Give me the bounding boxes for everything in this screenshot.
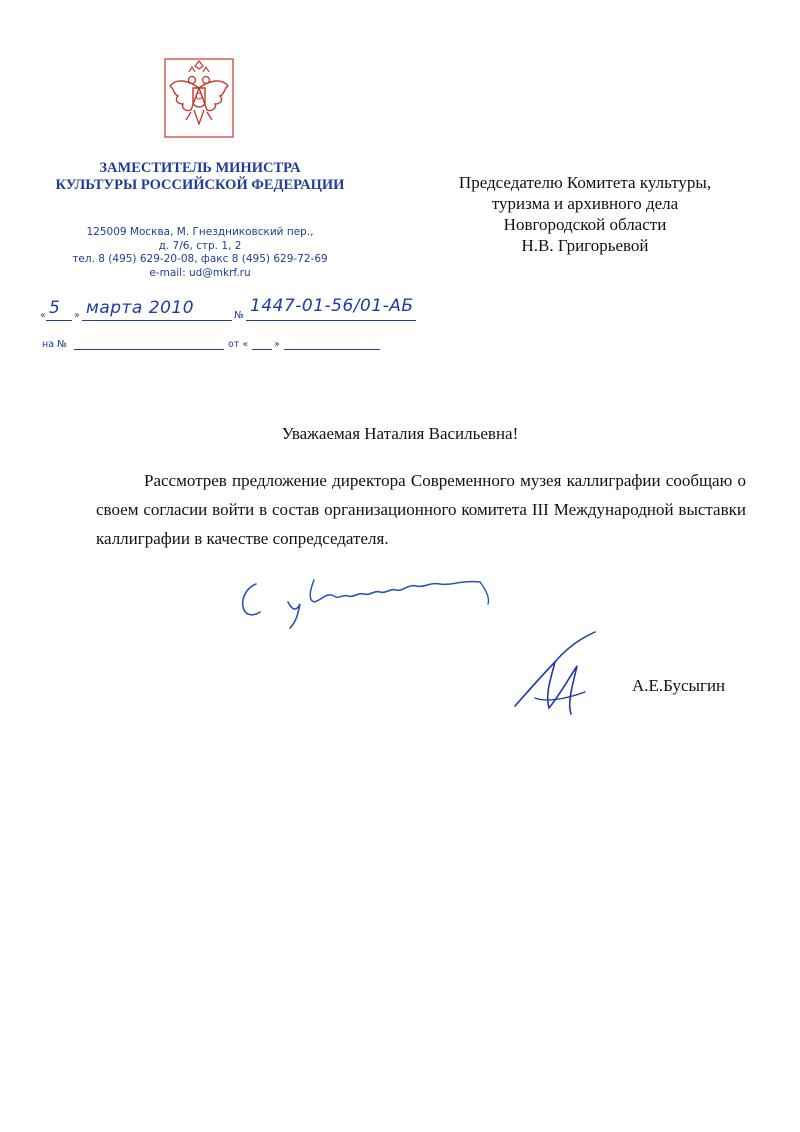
registration-day: 5 — [49, 298, 61, 318]
signatory-name: А.Е.Бусыгин — [632, 676, 726, 695]
organization-title — [40, 160, 360, 194]
day-underline — [46, 320, 72, 321]
signature-icon — [505, 628, 600, 720]
address-line-phone: тел. 8 (495) 629-20-08, факс 8 (495) 629-72-69 — [72, 253, 328, 265]
number-underline — [246, 320, 416, 321]
registration-line: « 5 » марта 2010 № 1447-01-56/01-АБ — [40, 292, 420, 332]
organization-address — [40, 226, 360, 280]
reply-from-label: от « — [228, 339, 249, 350]
reply-date-blank — [284, 349, 380, 350]
salutation: Уважаемая Наталия Васильевна! — [281, 424, 519, 443]
handwritten-closing — [230, 570, 500, 630]
address-line-street: 125009 Москва, М. Гнездниковский пер., — [86, 226, 314, 238]
address-line-email: e-mail: ud@mkrf.ru — [149, 266, 251, 279]
registration-month-year: марта 2010 — [86, 298, 195, 318]
reply-reference-line — [40, 337, 380, 353]
coat-of-arms-icon — [164, 58, 234, 138]
recipient-line1: Председателю Комитета культуры, — [458, 173, 712, 192]
recipient-name: Н.В. Григорьевой — [521, 236, 649, 255]
date-underline — [82, 320, 232, 321]
letter-body: Рассмотрев предложение директора Современного музея каллиграфии сообщаю о своем согласии войти в состав организационного комитета III Международной выставки каллиграфии в качестве сопредседателя. — [96, 471, 746, 548]
reply-number-label: на № — [42, 339, 67, 350]
reply-quote-close: » — [274, 339, 280, 350]
organization-title-line2: КУЛЬТУРЫ РОССИЙСКОЙ ФЕДЕРАЦИИ — [55, 177, 345, 193]
reply-number-blank — [74, 349, 224, 350]
registration-number: 1447-01-56/01-АБ — [250, 296, 414, 316]
recipient-block — [430, 172, 740, 256]
reply-day-blank — [252, 349, 272, 350]
organization-title-line1: ЗАМЕСТИТЕЛЬ МИНИСТРА — [99, 160, 301, 176]
recipient-line3: Новгородской области — [503, 215, 667, 234]
number-sign: № — [234, 310, 244, 321]
recipient-line2: туризма и архивного дела — [491, 194, 679, 213]
address-line-building: д. 7/6, стр. 1, 2 — [158, 239, 242, 252]
